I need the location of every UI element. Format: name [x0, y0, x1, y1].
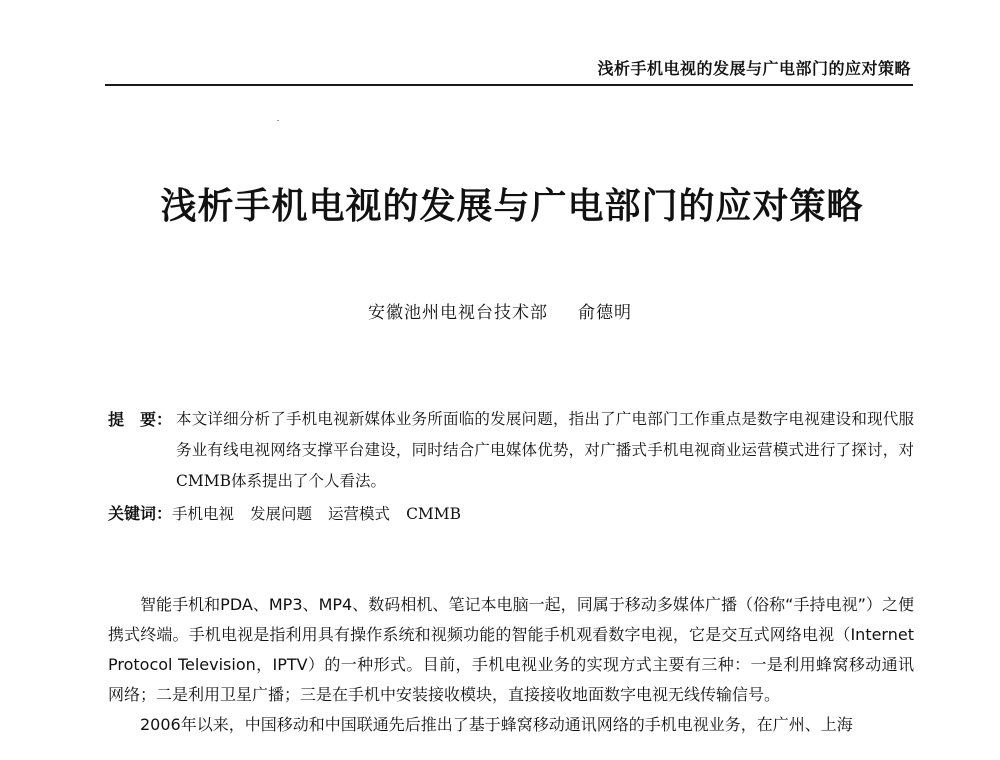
abstract-label-left: 提	[108, 410, 125, 429]
abstract-text: 本文详细分析了手机电视新媒体业务所面临的发展问题，指出了广电部门工作重点是数字电视建设和现代服务业有线电视网络支撑平台建设，同时结合广电媒体优势，对广播式手机电视商业运营模式进行了探讨，对CMMB体系提出了个人看法。	[176, 410, 914, 490]
body-paragraph: 智能手机和PDA、MP3、MP4、数码相机、笔记本电脑一起，同属于移动多媒体广播（俗称“手持电视”）之便携式终端。手机电视是指利用具有操作系统和视频功能的智能手机观看数字电视，它是交互式网络电视（Internet Protocol Television，IPTV）的一种形式。目前，手机电视业务的实现方式主要有三种：一是利用蜂窝移动通讯网络；二是利用卫星广播；三是在手机中安装接收模块，直接接收地面数字电视无线传输信号。	[108, 595, 914, 704]
running-header	[105, 0, 913, 86]
keywords	[108, 498, 477, 530]
abstract-label	[108, 404, 172, 435]
keyword: CMMB	[406, 505, 462, 523]
body-text	[108, 590, 914, 740]
byline	[368, 298, 632, 323]
author-name: 俞德明	[578, 303, 632, 323]
abstract	[108, 404, 914, 497]
body-paragraph: 2006年以来，中国移动和中国联通先后推出了基于蜂窝移动通讯网络的手机电视业务，在广州、上海	[140, 715, 853, 734]
keyword: 手机电视	[172, 505, 235, 523]
scan-speck	[277, 120, 279, 121]
keywords-label: 关键词：	[108, 504, 173, 523]
keyword: 发展问题	[250, 505, 313, 523]
author-affiliation: 安徽池州电视台技术部	[368, 303, 548, 323]
running-header-title: 浅析手机电视的发展与广电部门的应对策略	[597, 59, 911, 78]
keyword: 运营模式	[328, 505, 391, 523]
abstract-label-right: 要：	[140, 410, 173, 429]
paper-title: 浅析手机电视的发展与广电部门的应对策略	[160, 185, 864, 227]
